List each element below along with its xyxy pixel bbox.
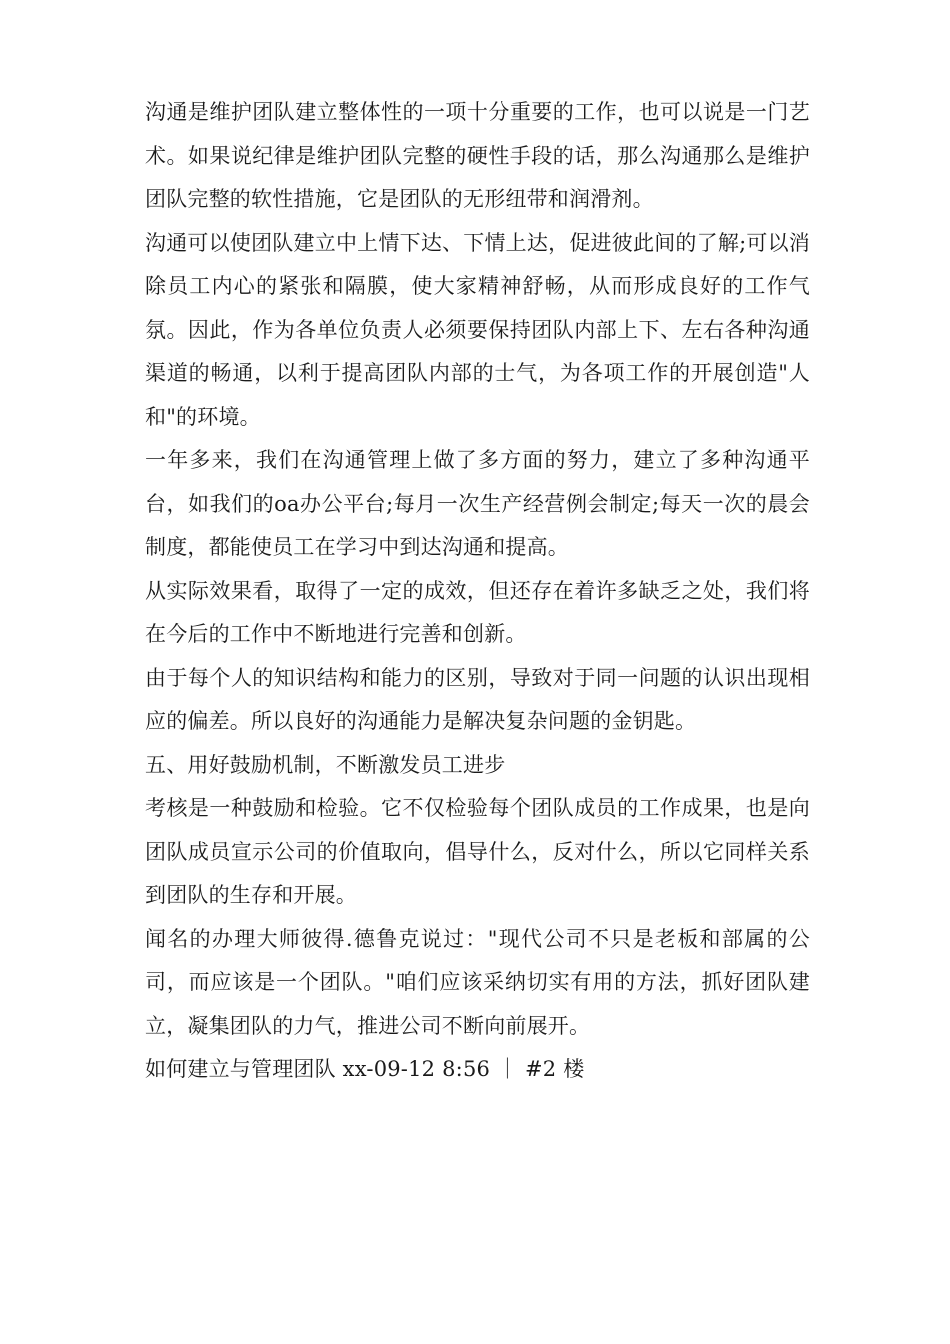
paragraph-communication-intro: 沟通是维护团队建立整体性的一项十分重要的工作，也可以说是一门艺术。如果说纪律是维护团队完整的硬性手段的话，那么沟通那么是维护团队完整的软性措施，它是团队的无形纽带和润滑剂。 (145, 100, 810, 211)
paragraph-knowledge-differences: 由于每个人的知识结构和能力的区别，导致对于同一问题的认识出现相应的偏差。所以良好的沟通能力是解决复杂问题的金钥匙。 (145, 665, 810, 733)
paragraph-communication-benefits: 沟通可以使团队建立中上情下达、下情上达，促进彼此间的了解;可以消除员工内心的紧张和隔膜，使大家精神舒畅，从而形成良好的工作气氛。因此，作为各单位负责人必须要保持团队内部上下、左右各种沟通渠道的畅通，以利于提高团队内部的士气，为各项工作的开展创造"人和"的环境。 (145, 230, 810, 429)
post-footer-line: 如何建立与管理团队 xx-09-12 8:56 ｜ #2 楼 (145, 1057, 585, 1081)
section-heading-incentives: 五、用好鼓励机制，不断激发员工进步 (145, 752, 506, 777)
paragraph-communication-efforts: 一年多来，我们在沟通管理上做了多方面的努力，建立了多种沟通平台，如我们的oa办公平台;每月一次生产经营例会制定;每天一次的晨会制度，都能使员工在学习中到达沟通和提高。 (145, 448, 810, 559)
paragraph-drucker-quote: 闻名的办理大师彼得.德鲁克说过："现代公司不只是老板和部属的公司，而应该是一个团队。"咱们应该采纳切实有用的方法，抓好团队建立，凝集团队的力气，推进公司不断向前展开。 (145, 926, 810, 1038)
paragraph-results: 从实际效果看，取得了一定的成效，但还存在着许多缺乏之处，我们将在今后的工作中不断地进行完善和创新。 (145, 578, 810, 646)
paragraph-assessment: 考核是一种鼓励和检验。它不仅检验每个团队成员的工作成果，也是向团队成员宣示公司的价值取向，倡导什么，反对什么，所以它同样关系到团队的生存和开展。 (145, 796, 810, 907)
document-body (145, 91, 810, 1092)
